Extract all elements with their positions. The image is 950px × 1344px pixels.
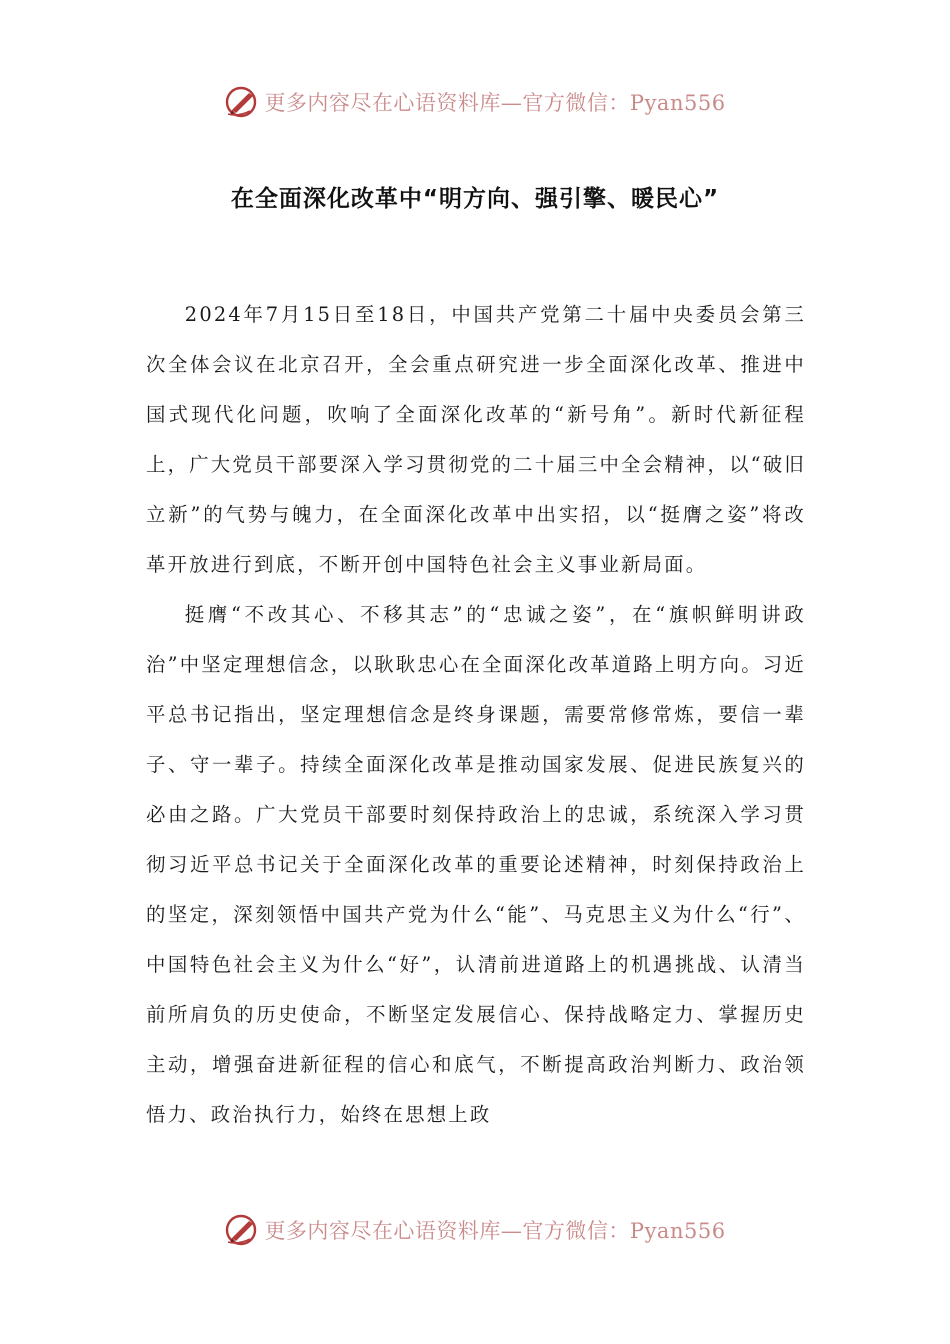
pen-logo-icon: [224, 84, 260, 120]
header-banner-text: 更多内容尽在心语资料库—官方微信：Pyan556: [264, 91, 726, 115]
document-body: [146, 290, 806, 1140]
header-banner: [0, 82, 950, 122]
footer-banner: [0, 1210, 950, 1250]
pen-logo-icon: [224, 1212, 260, 1248]
footer-banner-text: 更多内容尽在心语资料库—官方微信：Pyan556: [264, 1219, 726, 1243]
paragraph-2: 挺膺“不改其心、不移其志”的“忠诚之姿”，在“旗帜鲜明讲政治”中坚定理想信念，以耿耿忠心在全面深化改革道路上明方向。习近平总书记指出，坚定理想信念是终身课题，需要常修常炼，要信一辈子、守一辈子。持续全面深化改革是推动国家发展、促进民族复兴的必由之路。广大党员干部要时刻保持政治上的忠诚，系统深入学习贯彻习近平总书记关于全面深化改革的重要论述精神，时刻保持政治上的坚定，深刻领悟中国共产党为什么“能”、马克思主义为什么“行”、中国特色社会主义为什么“好”，认清前进道路上的机遇挑战、认清当前所肩负的历史使命，不断坚定发展信心、保持战略定力、掌握历史主动，增强奋进新征程的信心和底气，不断提高政治判断力、政治领悟力、政治执行力，始终在思想上政: [146, 603, 806, 1126]
document-title: 在全面深化改革中“明方向、强引擎、暖民心”: [230, 186, 720, 212]
paragraph-1: 2024年7月15日至18日，中国共产党第二十届中央委员会第三次全体会议在北京召开，全会重点研究进一步全面深化改革、推进中国式现代化问题，吹响了全面深化改革的“新号角”。新时代新征程上，广大党员干部要深入学习贯彻党的二十届三中全会精神，以“破旧立新”的气势与魄力，在全面深化改革中出实招，以“挺膺之姿”将改革开放进行到底，不断开创中国特色社会主义事业新局面。: [146, 303, 806, 576]
